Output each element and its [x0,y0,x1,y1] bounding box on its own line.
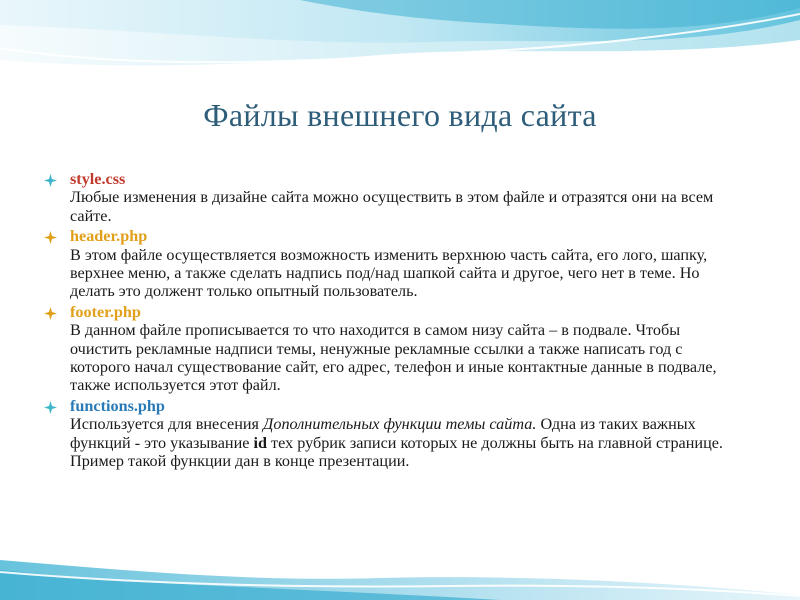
bullet-icon [44,174,57,187]
heading-footer-php: footer.php [70,302,141,321]
text-functions-php [70,415,744,470]
bullet-icon [44,231,57,244]
text-header-php: В этом файле осуществляется возможность изменить верхнюю часть сайта, его лого, шапку, верхнее меню, а также сделать надпись под/над шапкой сайта и другое, чего нет в теме. Но делать это должент только опытный пользователь. [70,245,708,301]
heading-style-css: style.css [70,170,126,188]
list-item-style-css [44,170,744,225]
bullet-icon [44,401,57,414]
slide-content [44,170,744,471]
text-functions-after: тех рубрик записи которых не должны быть на главной странице. Пример такой функции дан в конце презентации. [70,433,723,471]
list-item-functions-php [44,397,744,471]
text-style-css: Любые изменения в дизайне сайта можно осуществить в этом файле и отразятся они на всем сайте. [70,188,714,225]
bullet-icon [44,307,57,320]
slide-title: Файлы внешнего вида сайта [203,97,597,133]
list-item-header-php [44,227,744,301]
text-functions-before: Используется для внесения [70,415,264,434]
list-item-footer-php [44,303,744,395]
heading-functions-php: functions.php [70,396,165,415]
text-functions-bold: id [253,433,267,452]
text-functions-mid: Одна из таких важных функций - это указывание [70,415,696,452]
heading-header-php: header.php [70,227,148,246]
text-functions-italic: Дополнительных функции темы сайта. [263,415,537,434]
text-footer-php: В данном файле прописывается то что находится в самом низу сайта – в подвале. Чтобы очистить рекламные надписи темы, ненужные рекламные ссылки а также написать год с которого начал существование сайт, его адрес, телефон и иные контактные данные в подвале, также используется этот файл. [70,321,717,395]
